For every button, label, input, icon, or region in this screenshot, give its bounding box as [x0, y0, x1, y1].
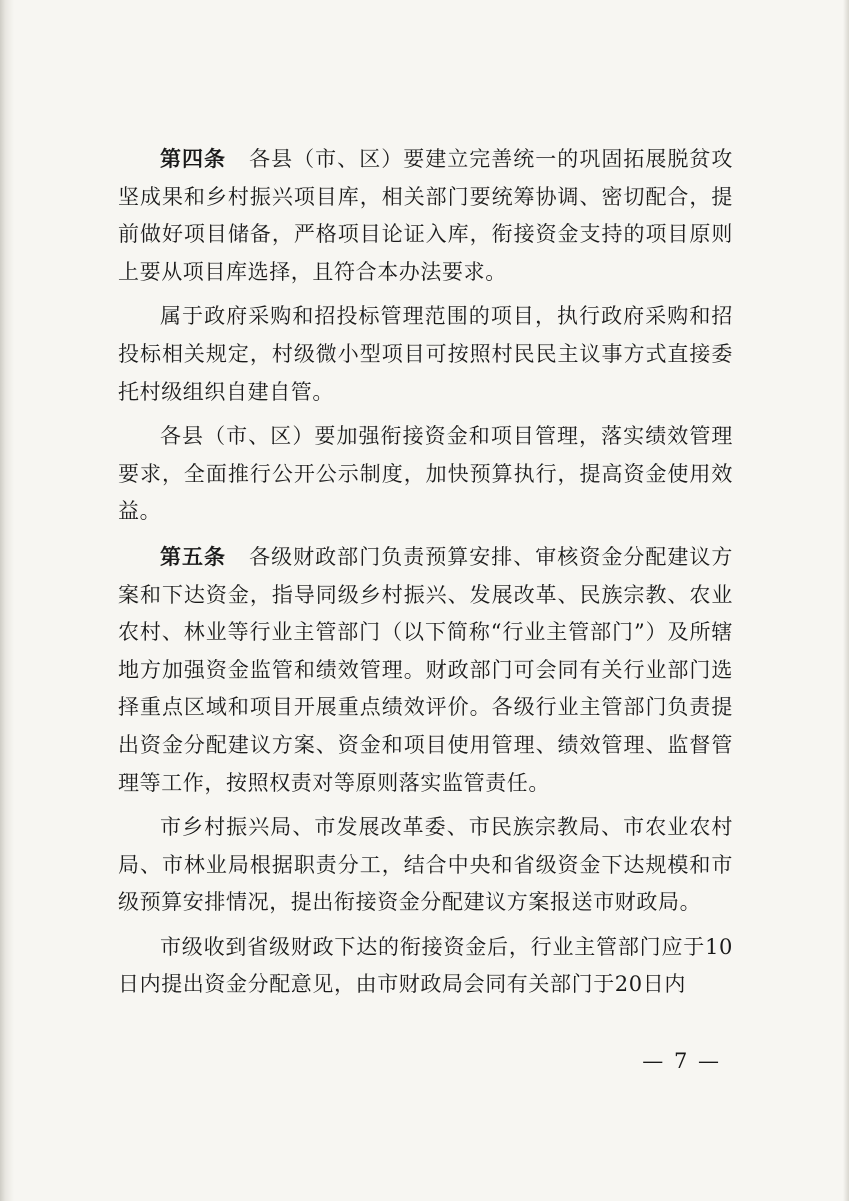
article-heading: 第四条	[160, 146, 227, 171]
paragraph-text: 各级财政部门负责预算安排、审核资金分配建议方案和下达资金，指导同级乡村振兴、发展改革、民族宗教、农业农村、林业等行业主管部门（以下简称“行业主管部门”）及所辖地方加强资金监管和绩效管理。财政部门可会同有关行业部门选择重点区域和项目开展重点绩效评价。各级行业主管部门负责提出资金分配建议方案、资金和项目使用管理、绩效管理、监督管理等工作，按照权责对等原则落实监管责任。	[118, 544, 733, 795]
paragraph	[118, 298, 733, 411]
paragraph-text: 各县（市、区）要建立完善统一的巩固拓展脱贫攻坚成果和乡村振兴项目库，相关部门要统筹协调、密切配合，提前做好项目储备，严格项目论证入库，衔接资金支持的项目原则上要从项目库选择，且符合本办法要求。	[118, 147, 733, 284]
article-heading: 第五条	[160, 543, 227, 569]
scan-right-edge	[843, 0, 849, 1201]
paragraph-text: 市乡村振兴局、市发展改革委、市民族宗教局、市农业农村局、市林业局根据职责分工，结合中央和省级资金下达规模和市级预算安排情况，提出衔接资金分配建议方案报送市财政局。	[118, 815, 733, 915]
paragraph	[118, 809, 733, 922]
paragraph-text: 各县（市、区）要加强衔接资金和项目管理，落实绩效管理要求，全面推行公开公示制度，加快预算执行，提高资金使用效益。	[118, 424, 733, 524]
paragraph	[118, 929, 733, 1004]
paragraph-text: 属于政府采购和招投标管理范围的项目，执行政府采购和招投标相关规定，村级微小型项目可按照村民民主议事方式直接委托村级组织自建自管。	[118, 304, 733, 404]
paragraph	[118, 418, 733, 531]
document-body	[118, 140, 733, 1011]
paragraph-text: 市级收到省级财政下达的衔接资金后，行业主管部门应于10日内提出资金分配意见，由市财政局会同有关部门于20日内	[118, 934, 733, 997]
scan-left-edge	[0, 0, 14, 1201]
page-number: — 7 —	[642, 1049, 721, 1073]
paragraph-article-5	[118, 538, 733, 802]
paragraph-article-4	[118, 140, 733, 291]
